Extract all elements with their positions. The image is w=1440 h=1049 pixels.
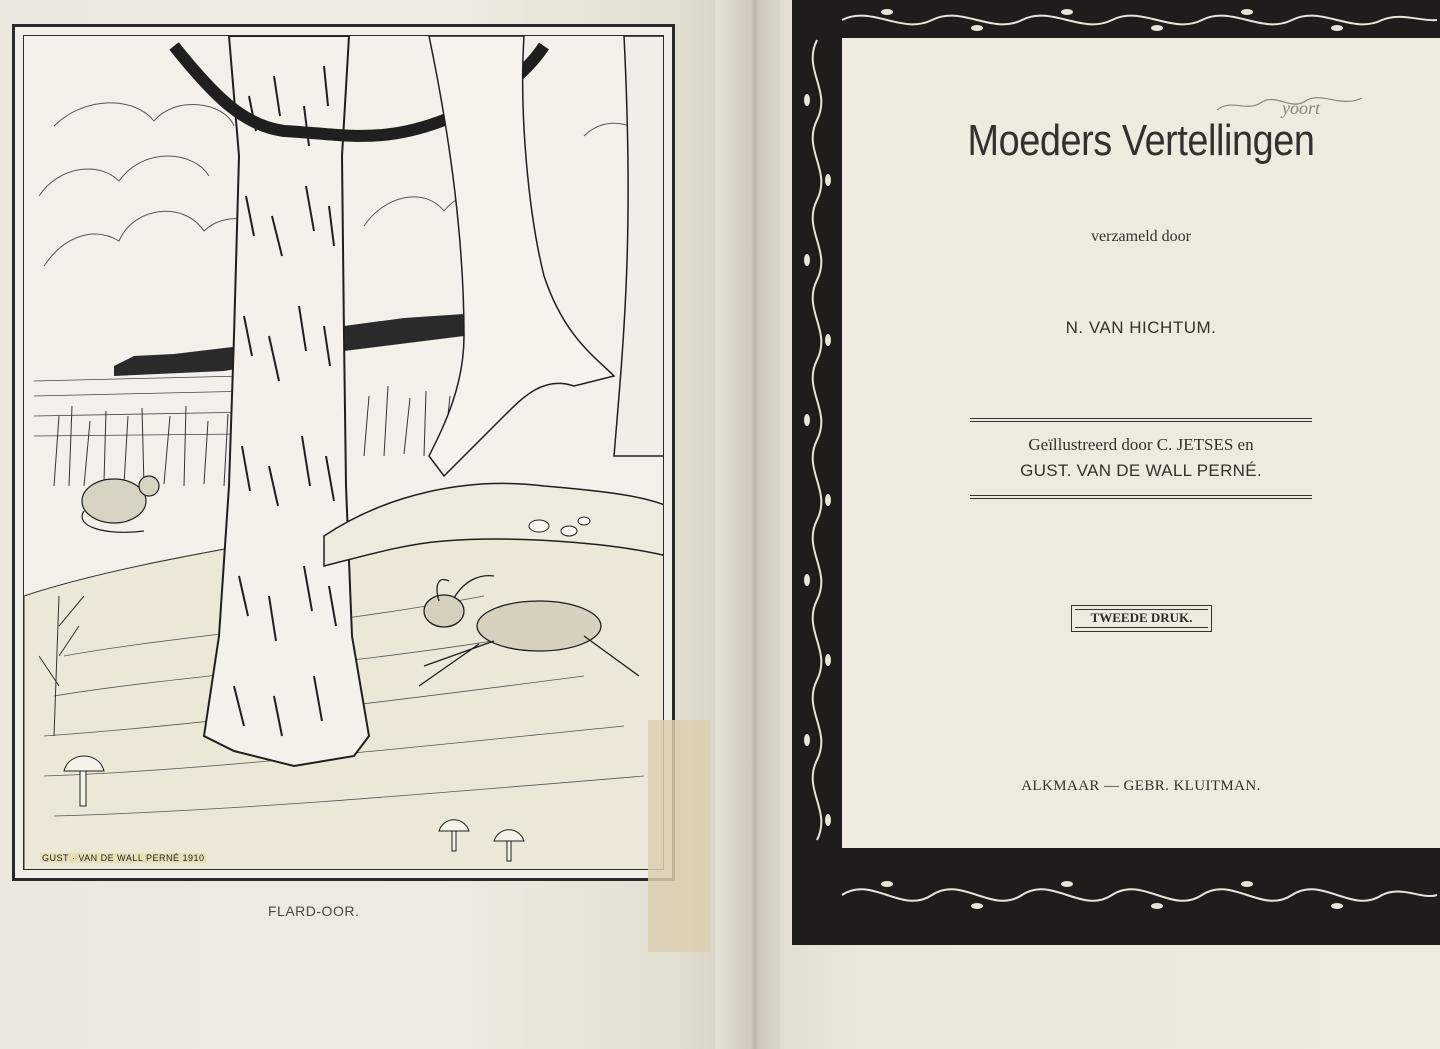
- title-panel: [842, 38, 1440, 848]
- edition-box: [1071, 605, 1212, 632]
- beech-tree: [429, 36, 614, 476]
- illustration-plate: [12, 24, 675, 881]
- right-page: [780, 0, 1440, 1049]
- publisher-line: ALKMAAR — GEBR. KLUITMAN.: [1021, 778, 1261, 794]
- collected-by: verzameld door: [1091, 228, 1191, 245]
- forest-hare-illustration: [24, 36, 664, 870]
- ornamental-frame: [792, 0, 1440, 945]
- small-animal: [82, 476, 159, 532]
- illustrators-line-1: Geïllustreerd door C. JETSES en: [1028, 435, 1254, 454]
- artist-signature: GUST · VAN DE WALL PERNÉ 1910: [42, 853, 205, 863]
- author-name: N. VAN HICHTUM.: [1065, 318, 1217, 337]
- illustrators-credit: [842, 432, 1440, 484]
- pencil-note: yoort: [1282, 98, 1320, 118]
- edition-label: TWEEDE DRUK.: [1075, 609, 1208, 628]
- right-tree: [614, 36, 664, 456]
- divider-top: [970, 418, 1312, 422]
- field: [34, 376, 254, 436]
- book-title: Moeders Vertellingen: [967, 116, 1315, 165]
- illustration-area: [23, 35, 664, 870]
- tape-strip: [648, 720, 710, 952]
- illustrators-line-2: GUST. VAN DE WALL PERNÉ.: [1020, 461, 1262, 480]
- divider-bottom: [970, 495, 1312, 499]
- plate-caption: FLARD-OOR.: [268, 903, 360, 919]
- central-tree: [204, 36, 369, 766]
- pencil-scribble: [1212, 88, 1372, 118]
